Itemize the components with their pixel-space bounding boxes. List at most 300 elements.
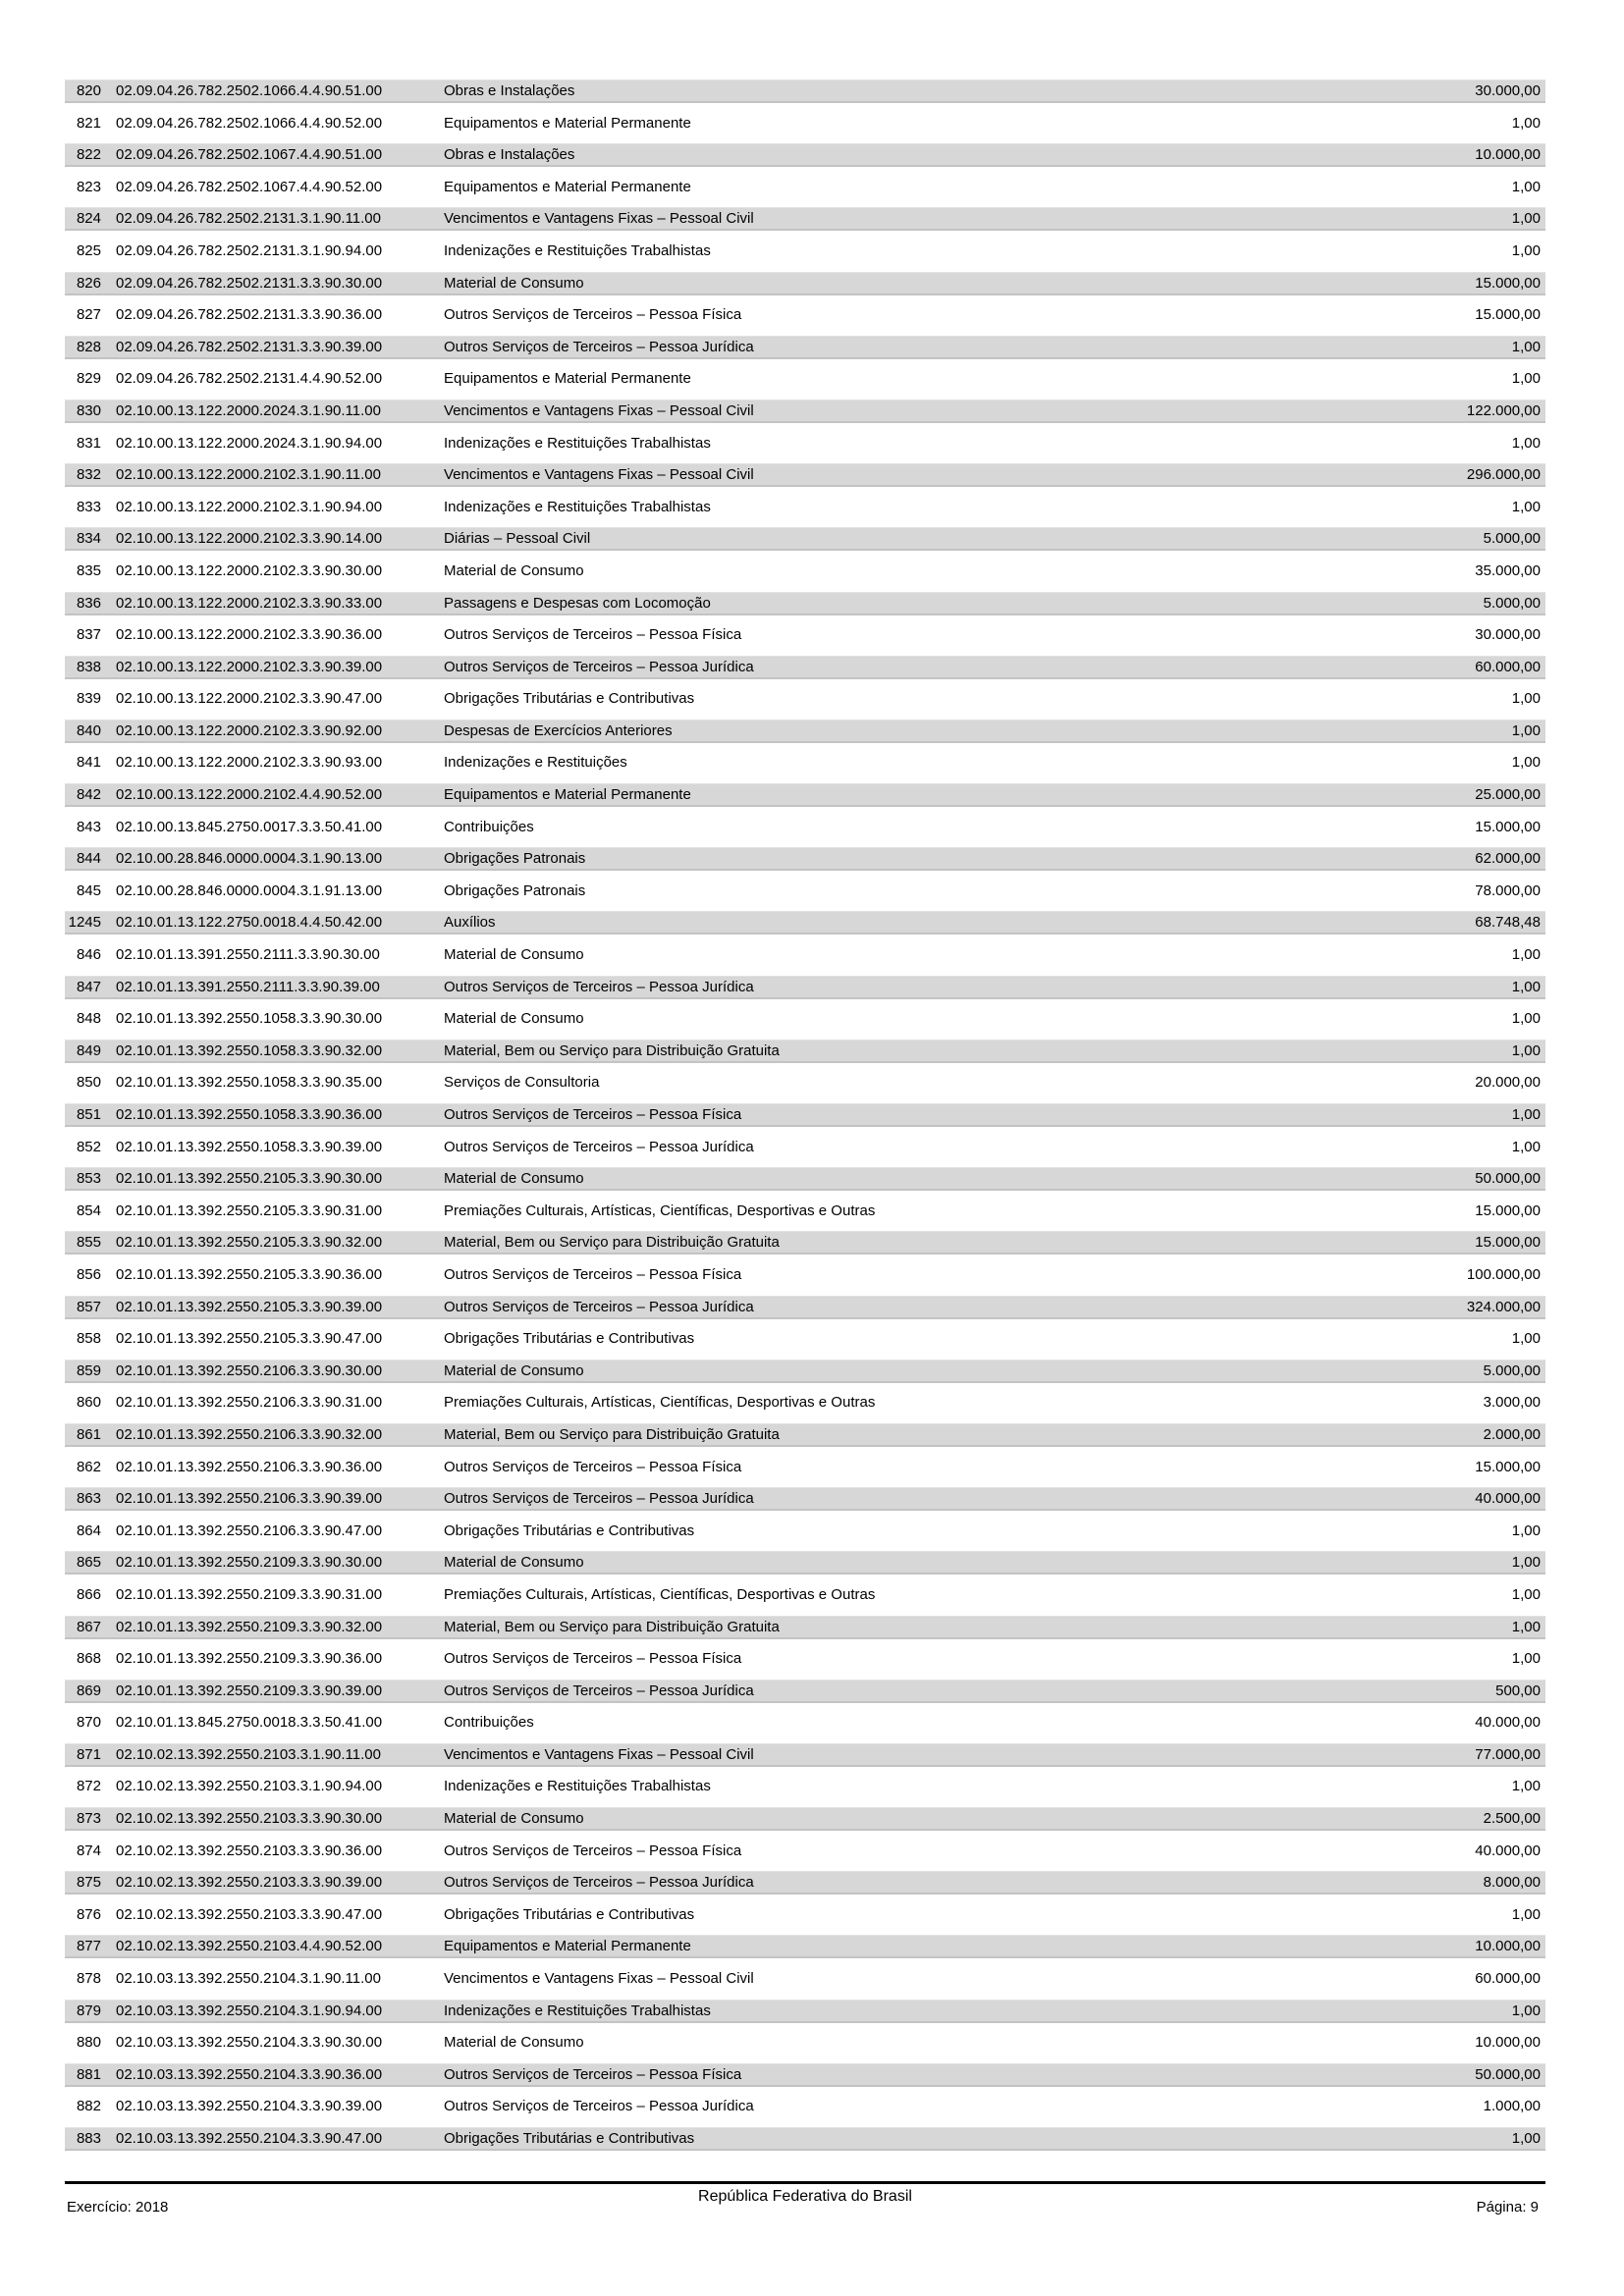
row-code: 02.10.01.13.392.2550.2105.3.3.90.47.00 [116,1330,383,1348]
table-row [65,2127,1545,2151]
table-row [65,783,1545,807]
row-value: 1,00 [1511,1650,1541,1668]
table-row [65,1743,1545,1767]
row-number: 849 [76,1041,101,1059]
row-description: Serviços de Consultoria [444,1074,600,1092]
row-number: 873 [76,1810,101,1828]
row-description: Outros Serviços de Terceiros – Pessoa Jurídica [444,1874,754,1892]
row-description: Material de Consumo [444,1362,584,1379]
row-code: 02.10.02.13.392.2550.2103.4.4.90.52.00 [116,1938,383,1955]
row-number: 870 [76,1714,101,1732]
row-value: 324.000,00 [1466,1298,1541,1315]
row-description: Premiações Culturais, Artísticas, Científicas, Desportivas e Outras [444,1201,876,1219]
row-value: 5.000,00 [1483,530,1541,548]
row-number: 863 [76,1490,101,1508]
row-number: 852 [76,1138,101,1155]
table-row [65,911,1545,934]
row-number: 853 [76,1170,101,1188]
row-number: 826 [76,274,101,292]
row-code: 02.10.01.13.392.2550.2106.3.3.90.36.00 [116,1458,383,1475]
table-row [65,1423,1545,1447]
row-description: Outros Serviços de Terceiros – Pessoa Jurídica [444,338,754,355]
row-description: Premiações Culturais, Artísticas, Científicas, Desportivas e Outras [444,1585,876,1603]
row-code: 02.10.00.13.122.2000.2102.3.3.90.93.00 [116,754,383,772]
row-code: 02.10.01.13.392.2550.2106.3.3.90.31.00 [116,1394,383,1412]
row-value: 1,00 [1511,978,1541,995]
row-code: 02.09.04.26.782.2502.2131.4.4.90.52.00 [116,370,383,388]
table-row [65,1775,1545,1798]
row-description: Material de Consumo [444,946,584,964]
row-code: 02.10.01.13.392.2550.2105.3.3.90.39.00 [116,1298,383,1315]
row-value: 122.000,00 [1466,401,1541,419]
row-value: 10.000,00 [1475,2034,1541,2052]
row-number: 842 [76,786,101,804]
row-value: 15.000,00 [1475,306,1541,324]
row-value: 50.000,00 [1475,1170,1541,1188]
row-code: 02.10.02.13.392.2550.2103.3.1.90.11.00 [116,1745,381,1763]
row-number: 857 [76,1298,101,1315]
row-number: 825 [76,241,101,259]
row-value: 60.000,00 [1475,1970,1541,1988]
row-code: 02.10.01.13.392.2550.2106.3.3.90.32.00 [116,1425,383,1443]
table-row [65,1103,1545,1127]
table-row [65,1231,1545,1255]
row-value: 1,00 [1511,946,1541,964]
row-number: 866 [76,1585,101,1603]
footer-exercise-label: Exercício: 2018 [67,2199,169,2216]
row-code: 02.10.03.13.392.2550.2104.3.3.90.36.00 [116,2065,383,2083]
row-value: 5.000,00 [1483,594,1541,612]
table-row [65,272,1545,295]
row-value: 1,00 [1511,1905,1541,1923]
row-code: 02.09.04.26.782.2502.2131.3.3.90.39.00 [116,338,383,355]
row-number: 880 [76,2034,101,2052]
row-description: Vencimentos e Vantagens Fixas – Pessoal Civil [444,401,754,419]
table-row [65,303,1545,327]
table-row [65,1487,1545,1511]
row-number: 833 [76,498,101,515]
row-code: 02.10.01.13.392.2550.2106.3.3.90.30.00 [116,1362,383,1379]
row-number: 877 [76,1938,101,1955]
row-value: 1,00 [1511,1554,1541,1572]
row-number: 883 [76,2130,101,2147]
table-row [65,1167,1545,1191]
row-description: Obrigações Tributárias e Contributivas [444,690,695,708]
row-code: 02.10.00.13.122.2000.2102.3.3.90.33.00 [116,594,383,612]
row-value: 30.000,00 [1475,82,1541,99]
table-row [65,1551,1545,1575]
table-row [65,1871,1545,1895]
row-value: 1,00 [1511,1138,1541,1155]
row-code: 02.10.02.13.392.2550.2103.3.1.90.94.00 [116,1778,383,1795]
row-value: 2.500,00 [1483,1810,1541,1828]
row-number: 878 [76,1970,101,1988]
row-description: Vencimentos e Vantagens Fixas – Pessoal Civil [444,466,754,484]
table-row [65,1263,1545,1287]
table-row [65,847,1545,871]
row-description: Material de Consumo [444,274,584,292]
row-description: Equipamentos e Material Permanente [444,1938,691,1955]
table-row [65,463,1545,487]
row-description: Obrigações Tributárias e Contributivas [444,2130,695,2147]
table-row [65,1456,1545,1479]
row-description: Outros Serviços de Terceiros – Pessoa Física [444,1458,742,1475]
table-row [65,1935,1545,1958]
table-row [65,1327,1545,1351]
row-code: 02.10.00.13.122.2000.2102.3.3.90.39.00 [116,658,383,675]
row-code: 02.09.04.26.782.2502.1066.4.4.90.52.00 [116,114,383,132]
row-description: Indenizações e Restituições Trabalhistas [444,2002,711,2019]
table-row [65,816,1545,839]
row-description: Vencimentos e Vantagens Fixas – Pessoal Civil [444,1745,754,1763]
row-value: 1,00 [1511,241,1541,259]
row-value: 1,00 [1511,178,1541,195]
table-row [65,1200,1545,1223]
row-code: 02.09.04.26.782.2502.1067.4.4.90.51.00 [116,146,383,164]
row-number: 840 [76,721,101,739]
row-code: 02.10.00.28.846.0000.0004.3.1.91.13.00 [116,881,383,899]
row-value: 40.000,00 [1475,1490,1541,1508]
row-code: 02.10.02.13.392.2550.2103.3.3.90.36.00 [116,1842,383,1859]
row-value: 8.000,00 [1483,1874,1541,1892]
table-row [65,2000,1545,2023]
row-code: 02.10.00.13.122.2000.2102.3.3.90.14.00 [116,530,383,548]
row-value: 1,00 [1511,721,1541,739]
row-value: 50.000,00 [1475,2065,1541,2083]
footer-divider [65,2181,1545,2184]
row-value: 1,00 [1511,210,1541,228]
row-value: 1,00 [1511,338,1541,355]
row-number: 868 [76,1650,101,1668]
row-description: Auxílios [444,914,496,932]
row-number: 823 [76,178,101,195]
row-value: 40.000,00 [1475,1714,1541,1732]
table-row [65,207,1545,231]
row-value: 1,00 [1511,1618,1541,1635]
row-code: 02.10.01.13.392.2550.2105.3.3.90.32.00 [116,1234,383,1252]
row-value: 15.000,00 [1475,1201,1541,1219]
table-row [65,80,1545,103]
row-number: 846 [76,946,101,964]
row-description: Outros Serviços de Terceiros – Pessoa Jurídica [444,1490,754,1508]
row-description: Obras e Instalações [444,146,575,164]
row-number: 830 [76,401,101,419]
table-row [65,367,1545,391]
row-code: 02.10.00.13.122.2000.2024.3.1.90.94.00 [116,434,383,452]
row-description: Obrigações Patronais [444,850,586,868]
row-description: Indenizações e Restituições Trabalhistas [444,1778,711,1795]
row-code: 02.10.01.13.392.2550.2105.3.3.90.30.00 [116,1170,383,1188]
table-row [65,400,1545,423]
row-value: 15.000,00 [1475,274,1541,292]
row-value: 1,00 [1511,2130,1541,2147]
row-code: 02.10.03.13.392.2550.2104.3.3.90.30.00 [116,2034,383,2052]
table-row [65,1967,1545,1991]
row-code: 02.10.01.13.392.2550.2109.3.3.90.32.00 [116,1618,383,1635]
row-description: Outros Serviços de Terceiros – Pessoa Física [444,2065,742,2083]
row-code: 02.09.04.26.782.2502.2131.3.3.90.30.00 [116,274,383,292]
row-description: Outros Serviços de Terceiros – Pessoa Jurídica [444,1298,754,1315]
row-code: 02.10.00.13.845.2750.0017.3.3.50.41.00 [116,818,383,835]
row-description: Outros Serviços de Terceiros – Pessoa Jurídica [444,978,754,995]
row-code: 02.10.00.28.846.0000.0004.3.1.90.13.00 [116,850,383,868]
row-description: Material, Bem ou Serviço para Distribuição Gratuita [444,1234,780,1252]
row-number: 858 [76,1330,101,1348]
row-number: 843 [76,818,101,835]
table-row [65,112,1545,135]
row-code: 02.10.01.13.392.2550.2106.3.3.90.47.00 [116,1522,383,1539]
row-number: 881 [76,2065,101,2083]
table-row [65,1840,1545,1863]
row-description: Outros Serviços de Terceiros – Pessoa Física [444,626,742,644]
row-code: 02.10.01.13.122.2750.0018.4.4.50.42.00 [116,914,383,932]
row-number: 837 [76,626,101,644]
row-description: Material, Bem ou Serviço para Distribuição Gratuita [444,1425,780,1443]
row-number: 832 [76,466,101,484]
row-value: 1,00 [1511,1585,1541,1603]
row-description: Contribuições [444,818,534,835]
row-description: Outros Serviços de Terceiros – Pessoa Jurídica [444,1682,754,1699]
row-value: 2.000,00 [1483,1425,1541,1443]
row-description: Outros Serviços de Terceiros – Pessoa Física [444,1265,742,1283]
row-code: 02.10.02.13.392.2550.2103.3.3.90.47.00 [116,1905,383,1923]
table-row [65,1007,1545,1031]
row-number: 872 [76,1778,101,1795]
row-description: Obrigações Tributárias e Contributivas [444,1522,695,1539]
row-description: Material, Bem ou Serviço para Distribuição Gratuita [444,1041,780,1059]
row-value: 3.000,00 [1483,1394,1541,1412]
row-description: Vencimentos e Vantagens Fixas – Pessoal Civil [444,1970,754,1988]
row-number: 828 [76,338,101,355]
row-value: 78.000,00 [1475,881,1541,899]
row-description: Indenizações e Restituições Trabalhistas [444,241,711,259]
row-value: 100.000,00 [1466,1265,1541,1283]
row-description: Material de Consumo [444,1170,584,1188]
table-row [65,1647,1545,1671]
row-number: 869 [76,1682,101,1699]
row-number: 871 [76,1745,101,1763]
row-value: 68.748,48 [1475,914,1541,932]
row-description: Outros Serviços de Terceiros – Pessoa Jurídica [444,2098,754,2115]
row-description: Outros Serviços de Terceiros – Pessoa Física [444,1842,742,1859]
row-value: 296.000,00 [1466,466,1541,484]
row-code: 02.10.00.13.122.2000.2024.3.1.90.11.00 [116,401,381,419]
row-code: 02.10.00.13.122.2000.2102.3.3.90.47.00 [116,690,383,708]
table-row [65,976,1545,999]
row-value: 1,00 [1511,1106,1541,1123]
row-description: Material de Consumo [444,2034,584,2052]
table-row [65,1680,1545,1703]
row-value: 1,00 [1511,1522,1541,1539]
table-row [65,880,1545,903]
row-number: 835 [76,561,101,579]
row-number: 844 [76,850,101,868]
row-code: 02.10.00.13.122.2000.2102.3.1.90.11.00 [116,466,381,484]
row-value: 1,00 [1511,1330,1541,1348]
row-description: Despesas de Exercícios Anteriores [444,721,673,739]
row-number: 829 [76,370,101,388]
row-description: Indenizações e Restituições Trabalhistas [444,498,711,515]
row-value: 25.000,00 [1475,786,1541,804]
table-row [65,623,1545,647]
row-description: Material de Consumo [444,561,584,579]
row-description: Indenizações e Restituições [444,754,627,772]
row-value: 10.000,00 [1475,1938,1541,1955]
table-row [65,1807,1545,1831]
row-number: 836 [76,594,101,612]
table-row [65,592,1545,615]
row-code: 02.10.00.13.122.2000.2102.3.3.90.36.00 [116,626,383,644]
row-code: 02.09.04.26.782.2502.1067.4.4.90.52.00 [116,178,383,195]
table-row [65,527,1545,551]
row-code: 02.10.01.13.392.2550.1058.3.3.90.30.00 [116,1010,383,1028]
row-number: 848 [76,1010,101,1028]
row-description: Material, Bem ou Serviço para Distribuição Gratuita [444,1618,780,1635]
row-description: Indenizações e Restituições Trabalhistas [444,434,711,452]
table-row [65,496,1545,519]
row-code: 02.10.01.13.391.2550.2111.3.3.90.30.00 [116,946,380,964]
row-description: Premiações Culturais, Artísticas, Científicas, Desportivas e Outras [444,1394,876,1412]
row-number: 851 [76,1106,101,1123]
row-description: Outros Serviços de Terceiros – Pessoa Jurídica [444,1138,754,1155]
row-code: 02.10.01.13.392.2550.2106.3.3.90.39.00 [116,1490,383,1508]
row-description: Obrigações Tributárias e Contributivas [444,1330,695,1348]
row-code: 02.10.03.13.392.2550.2104.3.3.90.39.00 [116,2098,383,2115]
row-value: 1,00 [1511,114,1541,132]
row-code: 02.09.04.26.782.2502.1066.4.4.90.51.00 [116,82,383,99]
row-description: Equipamentos e Material Permanente [444,178,691,195]
table-row [65,240,1545,263]
row-description: Material de Consumo [444,1554,584,1572]
row-description: Diárias – Pessoal Civil [444,530,591,548]
row-number: 874 [76,1842,101,1859]
table-row [65,560,1545,583]
table-row [65,751,1545,774]
row-value: 15.000,00 [1475,818,1541,835]
row-value: 40.000,00 [1475,1842,1541,1859]
row-number: 839 [76,690,101,708]
table-row [65,1391,1545,1415]
row-description: Outros Serviços de Terceiros – Pessoa Física [444,1650,742,1668]
row-value: 1,00 [1511,690,1541,708]
row-code: 02.10.00.13.122.2000.2102.4.4.90.52.00 [116,786,383,804]
row-value: 35.000,00 [1475,561,1541,579]
row-number: 855 [76,1234,101,1252]
row-code: 02.10.00.13.122.2000.2102.3.3.90.92.00 [116,721,383,739]
row-number: 882 [76,2098,101,2115]
row-description: Equipamentos e Material Permanente [444,786,691,804]
table-row [65,176,1545,199]
row-code: 02.10.01.13.392.2550.2109.3.3.90.36.00 [116,1650,383,1668]
row-value: 1,00 [1511,2002,1541,2019]
row-code: 02.10.01.13.392.2550.1058.3.3.90.32.00 [116,1041,383,1059]
row-code: 02.09.04.26.782.2502.2131.3.3.90.36.00 [116,306,383,324]
row-code: 02.10.01.13.392.2550.2109.3.3.90.31.00 [116,1585,383,1603]
table-row [65,687,1545,711]
table-row [65,1136,1545,1159]
table-row [65,1296,1545,1319]
row-number: 824 [76,210,101,228]
row-code: 02.10.01.13.392.2550.1058.3.3.90.35.00 [116,1074,383,1092]
row-number: 865 [76,1554,101,1572]
row-value: 1,00 [1511,1041,1541,1059]
row-number: 867 [76,1618,101,1635]
budget-table [65,80,1545,2160]
row-value: 77.000,00 [1475,1745,1541,1763]
row-description: Obras e Instalações [444,82,575,99]
row-number: 845 [76,881,101,899]
row-code: 02.10.03.13.392.2550.2104.3.1.90.11.00 [116,1970,381,1988]
row-value: 5.000,00 [1483,1362,1541,1379]
row-code: 02.10.01.13.392.2550.1058.3.3.90.39.00 [116,1138,383,1155]
row-description: Obrigações Tributárias e Contributivas [444,1905,695,1923]
row-value: 15.000,00 [1475,1458,1541,1475]
row-description: Equipamentos e Material Permanente [444,370,691,388]
row-number: 864 [76,1522,101,1539]
row-code: 02.09.04.26.782.2502.2131.3.1.90.94.00 [116,241,383,259]
row-value: 1,00 [1511,1010,1541,1028]
row-number: 861 [76,1425,101,1443]
footer-title: República Federativa do Brasil [698,2188,912,2205]
row-description: Outros Serviços de Terceiros – Pessoa Física [444,306,742,324]
row-code: 02.10.01.13.845.2750.0018.3.3.50.41.00 [116,1714,383,1732]
table-row [65,1616,1545,1639]
row-number: 859 [76,1362,101,1379]
row-number: 827 [76,306,101,324]
row-number: 820 [76,82,101,99]
row-description: Contribuições [444,1714,534,1732]
row-value: 1.000,00 [1483,2098,1541,2115]
table-row [65,1071,1545,1095]
table-row [65,432,1545,455]
row-code: 02.10.01.13.392.2550.2105.3.3.90.36.00 [116,1265,383,1283]
row-number: 822 [76,146,101,164]
row-number: 1245 [68,914,101,932]
row-number: 850 [76,1074,101,1092]
row-value: 62.000,00 [1475,850,1541,868]
table-row [65,143,1545,167]
row-number: 831 [76,434,101,452]
row-code: 02.10.02.13.392.2550.2103.3.3.90.39.00 [116,1874,383,1892]
table-row [65,1360,1545,1383]
row-value: 10.000,00 [1475,146,1541,164]
row-code: 02.10.00.13.122.2000.2102.3.1.90.94.00 [116,498,383,515]
row-description: Material de Consumo [444,1810,584,1828]
row-description: Equipamentos e Material Permanente [444,114,691,132]
row-number: 876 [76,1905,101,1923]
row-code: 02.10.01.13.391.2550.2111.3.3.90.39.00 [116,978,380,995]
row-number: 838 [76,658,101,675]
row-value: 1,00 [1511,1778,1541,1795]
row-code: 02.10.02.13.392.2550.2103.3.3.90.30.00 [116,1810,383,1828]
row-code: 02.09.04.26.782.2502.2131.3.1.90.11.00 [116,210,381,228]
row-description: Outros Serviços de Terceiros – Pessoa Jurídica [444,658,754,675]
row-number: 847 [76,978,101,995]
row-value: 15.000,00 [1475,1234,1541,1252]
row-value: 1,00 [1511,498,1541,515]
table-row [65,2063,1545,2087]
table-row [65,2031,1545,2055]
table-row [65,943,1545,967]
row-code: 02.10.01.13.392.2550.2109.3.3.90.30.00 [116,1554,383,1572]
table-row [65,1903,1545,1927]
row-value: 1,00 [1511,370,1541,388]
table-row [65,720,1545,743]
row-code: 02.10.03.13.392.2550.2104.3.1.90.94.00 [116,2002,383,2019]
row-number: 821 [76,114,101,132]
row-description: Passagens e Despesas com Locomoção [444,594,711,612]
row-value: 20.000,00 [1475,1074,1541,1092]
